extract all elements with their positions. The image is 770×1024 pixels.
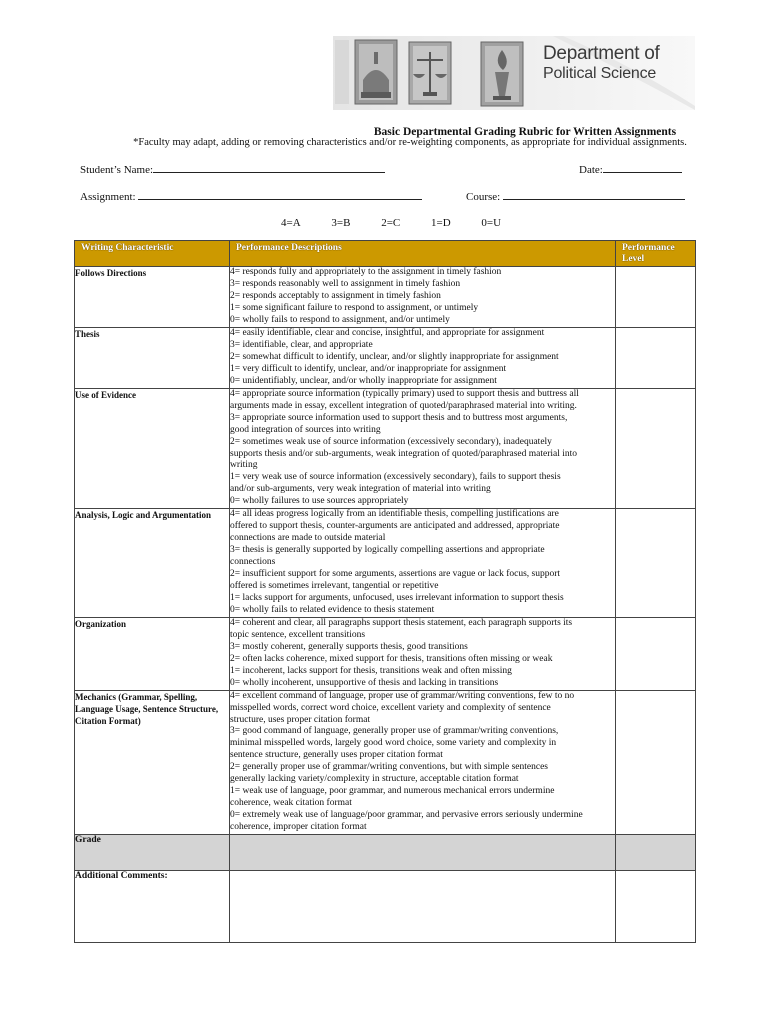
grade-scale-u: 0=U [481, 217, 502, 229]
comments-row [75, 871, 696, 943]
date-label: Date: [579, 164, 603, 176]
grade-scale-b: 3=B [331, 217, 351, 229]
row-use-of-evidence-description [230, 388, 616, 509]
description-line: 4= all ideas progress logically from an identifiable thesis, compelling justifications are [230, 509, 559, 520]
course-line[interactable] [503, 189, 685, 200]
row-analysis-level[interactable] [616, 509, 696, 618]
description-line: sentence structure, generally uses proper citation format [230, 750, 443, 761]
description-line: generally lacking variety/complexity in structure, acceptable citation format [230, 774, 519, 785]
student-name-line[interactable] [153, 162, 385, 173]
row-thesis-description [230, 328, 616, 389]
grade-scale-d: 1=D [431, 217, 451, 229]
course-field[interactable] [466, 189, 685, 203]
assignment-label: Assignment: [80, 191, 136, 203]
rubric-header-row [75, 241, 696, 267]
description-line: 0= wholly failures to use sources appropriately [230, 496, 409, 507]
description-line: 3= thesis is generally supported by logically compelling assertions and appropriate [230, 545, 545, 556]
description-line: 2= insufficient support for some arguments, assertions are vague or lack focus, support [230, 569, 561, 580]
faculty-note: *Faculty may adapt, adding or removing characteristics and/or re-weighting components, as appropriate for individual assignments. [133, 137, 687, 148]
department-name-line1: Department of [543, 43, 660, 64]
table-row [75, 328, 696, 389]
student-name-field[interactable] [80, 162, 385, 176]
description-line: offered to support thesis, counter-arguments are anticipated and addressed, appropriate [230, 521, 560, 532]
grade-scale-c: 2=C [381, 217, 401, 229]
rubric-table [74, 240, 696, 943]
row-use-of-evidence-level[interactable] [616, 388, 696, 509]
grade-scale [281, 217, 529, 229]
description-line: 3= responds reasonably well to assignment in timely fashion [230, 278, 461, 289]
row-analysis-description [230, 509, 616, 618]
description-line: misspelled words, correct word choice, excellent variety and complexity of sentence [230, 702, 551, 713]
date-line[interactable] [603, 162, 682, 173]
grade-description-cell [230, 835, 616, 871]
header-writing-characteristic: Writing Characteristic [75, 241, 230, 267]
description-line: 1= very weak use of source information (excessively secondary), fails to support thesis [230, 472, 561, 483]
row-follows-directions-name: Follows Directions [75, 267, 230, 328]
description-line: 0= wholly fails to related evidence to thesis statement [230, 604, 435, 615]
torch-icon [481, 42, 523, 106]
description-line: 3= appropriate source information used to support thesis and to buttress most arguments, [230, 412, 568, 423]
description-line: 1= weak use of language, poor grammar, and numerous mechanical errors undermine [230, 786, 555, 797]
description-line: connections are made to outside material [230, 533, 386, 544]
description-line: 1= lacks support for arguments, unfocused, uses irrelevant information to support thesis [230, 592, 564, 603]
description-line: 2= generally proper use of grammar/writing conventions, but with simple sentences [230, 762, 548, 773]
description-line: 0= extremely weak use of language/poor grammar, and pervasive errors seriously undermine [230, 810, 583, 821]
row-mechanics-name: Mechanics (Grammar, Spelling, Language Usage, Sentence Structure, Citation Format) [75, 690, 230, 834]
assignment-field[interactable] [80, 189, 422, 203]
description-line: 1= very difficult to identify, unclear, and/or inappropriate for assignment [230, 363, 507, 374]
department-name-line2: Political Science [543, 65, 657, 82]
description-line: 4= coherent and clear, all paragraphs support thesis statement, each paragraph supports its [230, 617, 573, 628]
row-follows-directions-description [230, 267, 616, 328]
description-line: 3= good command of language, generally proper use of grammar/writing conventions, [230, 726, 559, 737]
additional-comments-label: Additional Comments: [75, 871, 230, 943]
description-line: 1= some significant failure to respond to assignment, or untimely [230, 302, 479, 313]
description-line: structure, uses proper citation format [230, 714, 371, 725]
description-line: topic sentence, excellent transitions [230, 629, 366, 640]
description-line: supports thesis and/or sub-arguments, weak integration of quoted/paraphrased material into [230, 448, 578, 459]
description-line: writing [230, 460, 258, 471]
row-organization-name: Organization [75, 617, 230, 690]
description-line: coherence, improper citation format [230, 822, 367, 833]
description-line: 0= wholly fails to respond to assignment, and/or untimely [230, 314, 450, 325]
description-line: coherence, weak citation format [230, 798, 352, 809]
table-row [75, 267, 696, 328]
row-mechanics-description [230, 690, 616, 834]
document-title: Basic Departmental Grading Rubric for Written Assignments [373, 126, 677, 138]
description-line: 1= incoherent, lacks support for thesis, transitions weak and often missing [230, 665, 512, 676]
description-line: good integration of sources into writing [230, 424, 381, 435]
description-line: 0= unidentifiably, unclear, and/or wholly inappropriate for assignment [230, 375, 497, 386]
assignment-line[interactable] [138, 189, 422, 200]
description-line: 3= identifiable, clear, and appropriate [230, 339, 373, 350]
grade-row [75, 835, 696, 871]
grade-label: Grade [75, 835, 230, 871]
description-line: 2= sometimes weak use of source information (excessively secondary), inadequately [230, 436, 552, 447]
description-line: 2= somewhat difficult to identify, unclear, and/or slightly inappropriate for assignment [230, 351, 559, 362]
description-line: 2= responds acceptably to assignment in timely fashion [230, 290, 441, 301]
row-analysis-name: Analysis, Logic and Argumentation [75, 509, 230, 618]
department-name [543, 44, 660, 82]
row-follows-directions-level[interactable] [616, 267, 696, 328]
description-line: and/or sub-arguments, very weak integration of material into writing [230, 484, 491, 495]
description-line: 4= excellent command of language, proper use of grammar/writing conventions, few to no [230, 690, 575, 701]
grade-level-cell[interactable] [616, 835, 696, 871]
table-row [75, 617, 696, 690]
description-line: 2= often lacks coherence, mixed support for thesis, transitions often missing or weak [230, 653, 553, 664]
student-name-label: Student’s Name: [80, 164, 154, 176]
row-thesis-level[interactable] [616, 328, 696, 389]
table-row [75, 388, 696, 509]
description-line: 0= wholly incoherent, unsupportive of thesis and lacking in transitions [230, 677, 499, 688]
table-row [75, 690, 696, 834]
row-organization-level[interactable] [616, 617, 696, 690]
description-line: arguments made in essay, excellent integration of quoted/paraphrased material into writing. [230, 400, 577, 411]
description-line: offered is sometimes irrelevant, tangential or repetitive [230, 581, 439, 592]
table-row [75, 509, 696, 618]
row-mechanics-level[interactable] [616, 690, 696, 834]
additional-comments-cell[interactable] [230, 871, 616, 943]
additional-comments-level-cell[interactable] [616, 871, 696, 943]
date-field[interactable] [579, 162, 682, 176]
scales-of-justice-icon [409, 42, 451, 104]
row-organization-description [230, 617, 616, 690]
description-line: 4= appropriate source information (typically primary) used to support thesis and buttress all [230, 388, 579, 399]
course-label: Course: [466, 191, 501, 203]
header-performance-descriptions: Performance Descriptions [230, 241, 616, 267]
description-line: minimal misspelled words, largely good word choice, some variety and complexity in [230, 738, 557, 749]
capitol-dome-icon [355, 40, 397, 104]
description-line: connections [230, 557, 276, 568]
row-thesis-name: Thesis [75, 328, 230, 389]
description-line: 4= responds fully and appropriately to the assignment in timely fashion [230, 267, 502, 277]
description-line: 3= mostly coherent, generally supports thesis, good transitions [230, 641, 468, 652]
description-line: 4= easily identifiable, clear and concise, insightful, and appropriate for assignment [230, 328, 545, 338]
row-use-of-evidence-name: Use of Evidence [75, 388, 230, 509]
header-performance-level: Performance Level [616, 241, 696, 267]
grade-scale-a: 4=A [281, 217, 301, 229]
header-banner [333, 36, 695, 110]
